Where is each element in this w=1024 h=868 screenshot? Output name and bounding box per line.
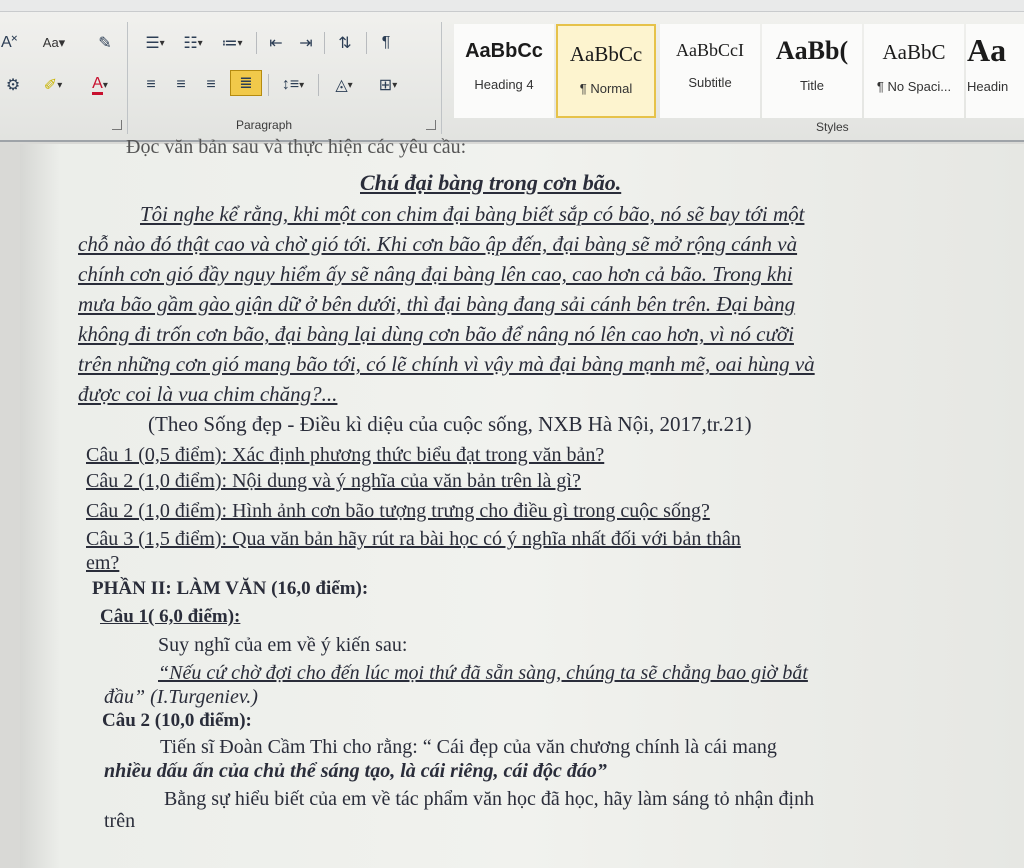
change-case-button[interactable]: Aa▾ [42,35,66,50]
doc-section-heading: PHẦN II: LÀM VĂN (16,0 điểm): [92,578,369,599]
borders-icon[interactable]: ⊞ ▾ [378,77,398,94]
style-name: ¶ No Spaci... [876,79,952,94]
font-group [0,22,128,134]
style-name: Headin [967,79,1009,94]
doc-paragraph-line: chỗ nào đó thật cao và chờ gió tới. Khi cơn bão ập đến, đại bàng sẽ mở rộng cánh và [78,232,798,256]
highlight-color-icon[interactable]: ✐ ▾ [43,77,63,94]
style-sample: AaBbCc [465,40,543,62]
grow-font-button[interactable]: A˟ [1,34,17,51]
style-name: Subtitle [688,75,732,90]
justify-icon[interactable]: ≣ [230,70,262,96]
doc-question-heading: Câu 1( 6,0 điểm): [100,606,241,627]
show-formatting-marks-icon[interactable]: ¶ [381,34,391,51]
doc-question: Câu 1 (0,5 điểm): Xác định phương thức biểu đạt trong văn bản? [86,444,605,466]
line-spacing-icon[interactable]: ↕≡ ▾ [281,76,305,93]
doc-quote-line: “Nếu cứ chờ đợi cho đến lúc mọi thứ đã sẵn sàng, chúng ta sẽ chẳng bao giờ bắt [158,662,808,684]
doc-quote-line: nhiều dấu ấn của chủ thể sáng tạo, là cái riêng, cái độc đáo” [104,760,607,782]
paragraph-group-label: Paragraph [236,118,293,132]
style-sample: AaBbC [882,40,946,64]
style-sample: AaBbCcI [676,40,744,60]
style-normal[interactable] [556,24,656,118]
numbering-icon[interactable]: ☷ ▾ [183,35,203,52]
style-heading[interactable] [966,24,1024,118]
bullets-icon[interactable]: ☰ ▾ [145,35,165,52]
document-page[interactable] [20,136,1024,868]
ribbon-tab-strip [0,0,1024,12]
style-sample: Aa [967,32,1007,68]
doc-question-heading: Câu 2 (10,0 điểm): [102,710,252,731]
doc-source-citation: (Theo Sống đẹp - Điều kì diệu của cuộc sống, NXB Hà Nội, 2017,tr.21) [148,412,752,436]
doc-passage-title: Chú đại bàng trong cơn bão. [360,170,622,195]
doc-prompt-line: Bằng sự hiểu biết của em về tác phẩm văn học đã học, hãy làm sáng tỏ nhận định [164,788,815,810]
multilevel-list-icon[interactable]: ≔ ▾ [221,35,243,52]
font-dialog-launcher-icon[interactable] [112,120,122,130]
text-effects-icon[interactable]: ⚙ [5,77,21,94]
align-left-icon[interactable]: ≡ [146,76,156,93]
doc-paragraph-line: trên những cơn gió mang bão tới, có lẽ chính vì vậy mà đại bàng mạnh mẽ, oai hùng và [78,352,815,376]
align-right-icon[interactable]: ≡ [206,76,216,93]
style-sample: AaBbCc [569,42,643,66]
doc-instruction-line: Đọc văn bản sau và thực hiện các yêu cầu: [126,136,467,158]
paragraph-group [132,22,442,134]
shading-icon[interactable]: ◬ ▾ [335,77,353,94]
doc-paragraph-line: được coi là vua chim chăng?... [78,382,338,406]
font-color-icon[interactable]: A ▾ [80,72,120,98]
style-no-spacing[interactable] [864,24,964,118]
doc-paragraph-line: chính cơn gió đầy nguy hiểm ấy sẽ nâng đại bàng lên cao, cao hơn cả bão. Trong khi [78,262,793,286]
doc-paragraph-line: mưa bão gầm gào giận dữ ở bên dưới, thì đại bàng đang sải cánh bên trên. Đại bàng [78,292,796,316]
doc-question: Câu 2 (1,0 điểm): Nội dung và ý nghĩa của văn bản trên là gì? [86,470,581,492]
style-name: Heading 4 [474,77,534,92]
decrease-indent-icon[interactable]: ⇤ [269,35,283,52]
style-title[interactable] [762,24,862,118]
styles-group-label: Styles [816,120,849,134]
increase-indent-icon[interactable]: ⇥ [299,35,313,52]
doc-question: Câu 3 (1,5 điểm): Qua văn bản hãy rút ra bài học có ý nghĩa nhất đối với bản thân [86,528,741,550]
style-sample: AaBb( [775,36,849,65]
doc-paragraph-line: không đi trốn cơn bão, đại bàng lại dùng cơn bão để nâng nó lên cao hơn, vì nó cưỡi [78,322,794,346]
style-heading-4[interactable] [454,24,554,118]
sort-icon[interactable]: ⇅ [338,35,352,52]
doc-prompt-line: Suy nghĩ của em về ý kiến sau: [158,634,408,656]
align-center-icon[interactable]: ≡ [176,76,186,93]
doc-question: Câu 2 (1,0 điểm): Hình ảnh cơn bão tượng trưng cho điều gì trong cuộc sống? [86,500,710,522]
style-name: Title [799,78,825,93]
style-name: ¶ Normal [579,81,633,96]
ribbon [0,0,1024,142]
doc-question-continuation: em? [86,552,120,574]
doc-prompt-line: trên [104,810,136,832]
doc-paragraph-line: Tôi nghe kể rằng, khi một con chim đại bàng biết sắp có bão, nó sẽ bay tới một [140,202,805,226]
doc-quote-line: đầu” (I.Turgeniev.) [104,686,258,708]
styles-group [450,14,1024,136]
clear-formatting-icon[interactable]: ✎ [98,35,112,52]
doc-prompt-line: Tiến sĩ Đoàn Cầm Thi cho rằng: “ Cái đẹp của văn chương chính là cái mang [160,736,777,758]
style-subtitle[interactable] [660,24,760,118]
paragraph-dialog-launcher-icon[interactable] [426,120,436,130]
